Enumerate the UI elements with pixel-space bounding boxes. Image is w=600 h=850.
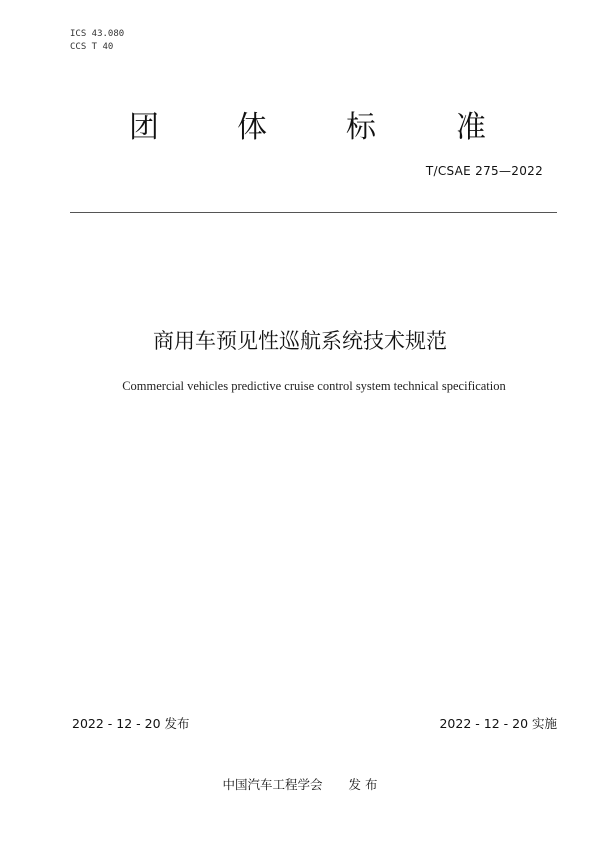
standard-type-char-2: 体 <box>237 110 267 145</box>
standard-number: T/CSAE 275—2022 <box>425 164 543 178</box>
implementation-date: 2022 - 12 - 20 实施 <box>439 716 557 731</box>
header-divider <box>70 212 557 213</box>
classification-codes <box>70 28 124 54</box>
publisher-line <box>0 776 600 794</box>
standard-type-char-3: 标 <box>346 110 376 145</box>
issue-date: 2022 - 12 - 20 发布 <box>72 716 190 731</box>
standard-type-char-1: 团 <box>129 110 159 145</box>
document-title-chinese: 商用车预见性巡航系统技术规范 <box>153 329 447 353</box>
standard-type-heading <box>0 108 600 148</box>
standard-type-char-4: 准 <box>456 110 486 145</box>
document-title-english: Commercial vehicles predictive cruise control system technical specification <box>122 379 506 393</box>
ccs-code: CCS T 40 <box>70 42 114 52</box>
publisher-organization: 中国汽车工程学会 <box>222 777 323 792</box>
ics-code: ICS 43.080 <box>70 29 125 39</box>
publish-action: 发 布 <box>348 777 378 792</box>
